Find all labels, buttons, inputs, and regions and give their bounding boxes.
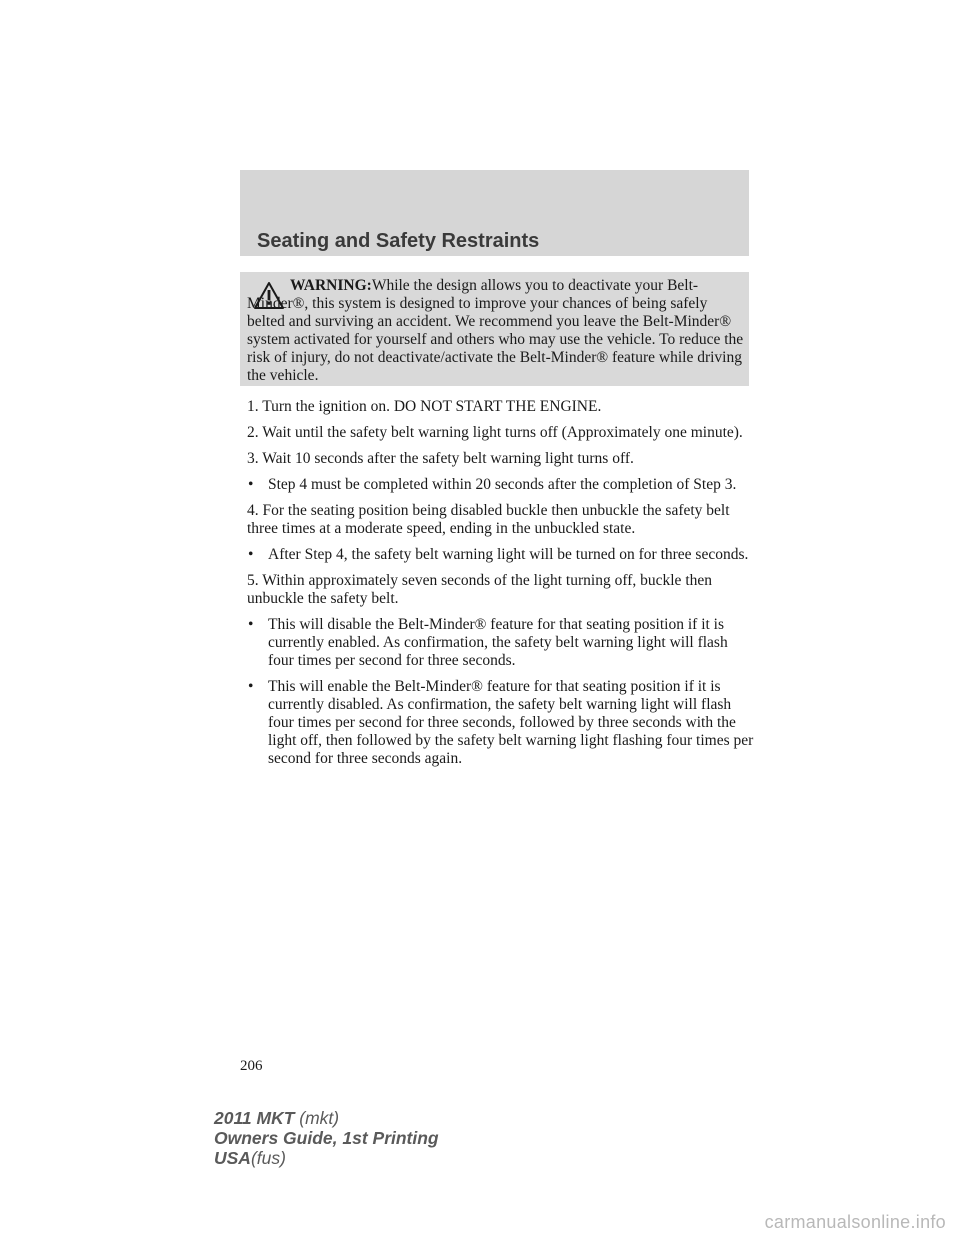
step-5: 5. Within approximately seven seconds of the light turning off, buckle then unbuckle the safety belt. (247, 572, 712, 607)
bullet-item (247, 678, 757, 768)
bullet-item (247, 616, 757, 670)
bullet-item (247, 546, 757, 564)
bullet-mark: • (248, 616, 254, 633)
warning-label: WARNING: (290, 277, 372, 294)
bullet-mark: • (248, 476, 254, 493)
step-1: 1. Turn the ignition on. DO NOT START THE ENGINE. (247, 398, 602, 415)
step-4: 4. For the seating position being disabled buckle then unbuckle the safety belt three times at a moderate speed, ending in the unbuckled state. (247, 502, 730, 537)
bullet-item (247, 476, 757, 494)
section-header-band (240, 170, 749, 256)
page-number: 206 (240, 1058, 263, 1074)
print-footer (214, 1108, 439, 1168)
footer-region-code: (fus) (250, 1148, 286, 1168)
step-2: 2. Wait until the safety belt warning light turns off (Approximately one minute). (247, 424, 743, 441)
warning-box (240, 272, 749, 386)
footer-line-model (214, 1108, 439, 1128)
footer-model-code: (mkt) (299, 1108, 340, 1128)
section-title: Seating and Safety Restraints (257, 230, 540, 252)
warning-text (247, 277, 747, 385)
footer-model: 2011 MKT (214, 1108, 295, 1128)
footer-line-region (214, 1148, 439, 1168)
step-3: 3. Wait 10 seconds after the safety belt warning light turns off. (247, 450, 634, 467)
warning-body: While the design allows you to deactivate your Belt-Minder®, this system is designed to improve your chances of being safely belted and surviving an accident. We recommend you leave the Belt-Minder® system activated for yourself and others who may use the vehicle. To reduce the risk of injury, do not deactivate/activate the Belt-Minder® feature while driving the vehicle. (247, 277, 744, 384)
footer-line-guide: Owners Guide, 1st Printing (214, 1128, 439, 1148)
bullet-text: Step 4 must be completed within 20 seconds after the completion of Step 3. (268, 476, 737, 493)
bullet-text: After Step 4, the safety belt warning light will be turned on for three seconds. (268, 546, 749, 563)
watermark: carmanualsonline.info (764, 1212, 946, 1232)
bullet-mark: • (248, 678, 254, 695)
instructions-content (247, 398, 757, 776)
footer-region: USA (214, 1148, 251, 1168)
bullet-text: This will disable the Belt-Minder® feature for that seating position if it is currently enabled. As confirmation, the safety belt warning light will flash four times per second for three seconds. (268, 616, 728, 669)
bullet-mark: • (248, 546, 254, 563)
bullet-text: This will enable the Belt-Minder® feature for that seating position if it is currently disabled. As confirmation, the safety belt warning light will flash four times per second for three seconds, followed by three seconds with the light off, then followed by the safety belt warning light flashing four times per second for three seconds again. (268, 678, 754, 767)
